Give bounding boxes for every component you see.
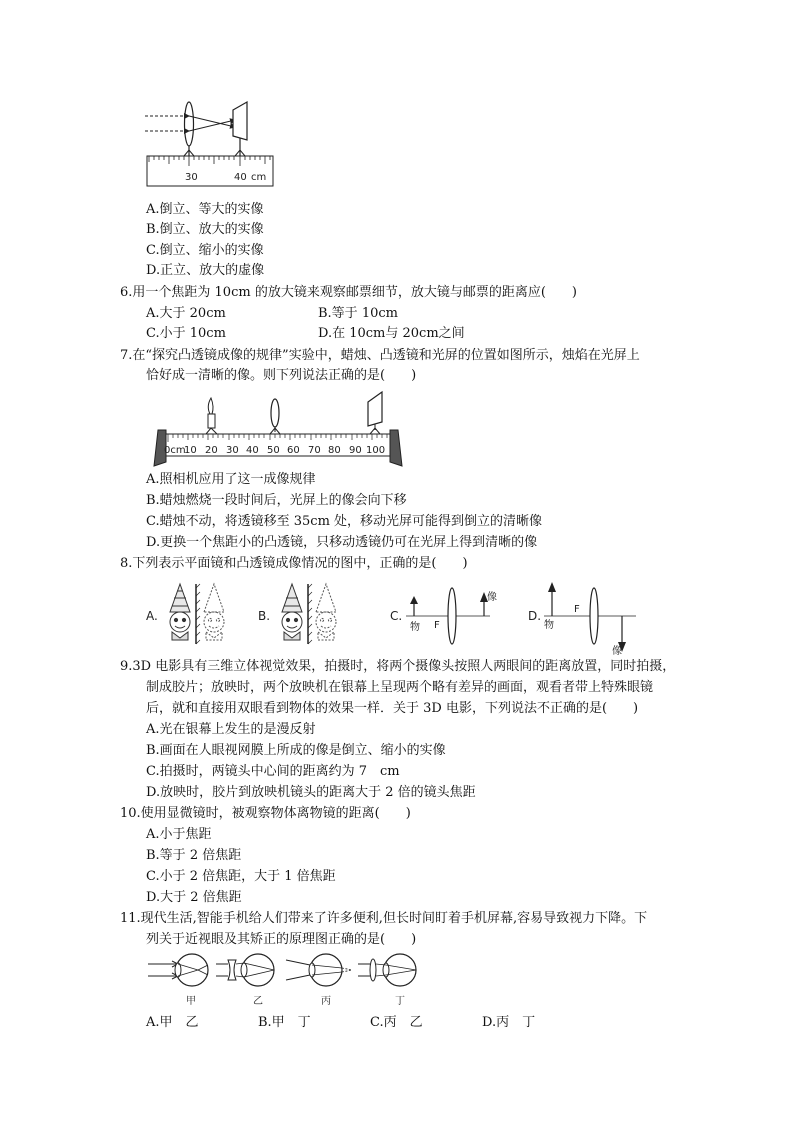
q7-stem-line1: 7.在“探究凸透镜成像的规律”实验中，蜡烛、凸透镜和光屏的位置如图所示，烛焰在光屏上: [120, 348, 640, 363]
q7-scale-label-0: 0cm: [164, 445, 186, 456]
q8-d-obj-label: 物: [544, 620, 554, 631]
q8-a-mirror: [196, 584, 200, 644]
q11-label-bing: 丙: [321, 996, 331, 1007]
q8-a-image-face: [204, 584, 224, 640]
q9-stem-line2: 制成胶片；放映时，两个放映机在银幕上呈现两个略有差异的画面，观看者带上特殊眼镜: [146, 680, 654, 695]
q10-stem: 10.使用显微镜时，被观察物体离物镜的距离( ): [120, 806, 411, 821]
q8-option-c-label: C.: [390, 609, 403, 623]
q8-option-a-label: A.: [146, 609, 158, 623]
q5-option-a: A.倒立、等大的实像: [146, 202, 264, 217]
q5-option-b: B.倒立、放大的实像: [146, 222, 264, 237]
q7-convex-lens: [270, 399, 280, 434]
q7-option-d: D.更换一个焦距小的凸透镜，只移动透镜仍可在光屏上得到清晰的像: [146, 535, 538, 550]
q8-d-focus-label: F: [574, 604, 580, 615]
q8-c-convex-lens: [448, 588, 456, 644]
q8-a-object-face: [170, 584, 190, 640]
q6-option-b: B.等于 10cm: [318, 306, 398, 321]
q9-option-d: D.放映时，胶片到放映机镜头的距离大于 2 倍的镜头焦距: [146, 785, 476, 800]
q8-b-object-face: [282, 584, 302, 640]
q7-scale-label-50: 50: [267, 445, 280, 456]
q11-stem-line1: 11.现代生活,智能手机给人们带来了许多便利,但长时间盯着手机屏幕,容易导致视力下降。下: [120, 911, 648, 926]
q8-option-d-label: D.: [528, 609, 542, 623]
q6-option-c: C.小于 10cm: [146, 326, 226, 341]
q7-scale-label-90: 90: [349, 445, 362, 456]
q8-b-mirror: [308, 584, 312, 644]
q8-d-img-label: 像: [612, 646, 622, 657]
q7-scale-label-100: 100: [366, 445, 386, 456]
q5-option-c: C.倒立、缩小的实像: [146, 243, 264, 258]
q11-option-d: D.丙 丁: [482, 1015, 536, 1030]
q11-label-ding: 丁: [395, 996, 405, 1007]
q9-option-b: B.画面在人眼视网膜上所成的像是倒立、缩小的实像: [146, 743, 446, 758]
q6-option-d: D.在 10cm与 20cm之间: [318, 326, 465, 341]
q11-eye-ding: [358, 954, 416, 986]
q11-label-yi: 乙: [253, 996, 263, 1007]
q5-ruler-label-40: 40: [234, 172, 247, 183]
q8-c-obj-label: 物: [410, 622, 420, 633]
q8-figure: [144, 578, 644, 660]
q11-eye-bing: [286, 954, 352, 986]
q8-d-object-arrow: [548, 582, 556, 616]
q9-option-c: C.拍摄时，两镜头中心间的距离约为 7 cm: [146, 764, 400, 779]
q7-option-b: B.蜡烛燃烧一段时间后，光屏上的像会向下移: [146, 493, 407, 508]
q8-option-b-label: B.: [258, 609, 271, 623]
q8-d-convex-lens: [590, 588, 598, 644]
q7-option-c: C.蜡烛不动，将透镜移至 35cm 处，移动光屏可能得到倒立的清晰像: [146, 514, 543, 529]
q11-eye-yi: [216, 954, 274, 986]
q7-scale-label-30: 30: [226, 445, 239, 456]
q7-light-screen: [368, 392, 382, 434]
q7-stem-line2: 恰好成一清晰的像。则下列说法正确的是( ): [146, 368, 417, 383]
q8-b-image-face: [316, 584, 336, 640]
q6-option-a: A.大于 20cm: [146, 306, 226, 321]
q10-option-a: A.小于焦距: [146, 827, 212, 842]
q7-scale-label-20: 20: [205, 445, 218, 456]
q9-stem-line1: 9.3D 电影具有三维立体视觉效果，拍摄时，将两个摄像头按照人两眼间的距离放置，同时拍摄，: [120, 659, 676, 674]
q7-scale-label-80: 80: [328, 445, 341, 456]
q10-option-b: B.等于 2 倍焦距: [146, 848, 242, 863]
q7-candle: [206, 398, 217, 434]
q11-figure: [146, 954, 436, 1012]
q11-option-b: B.甲 丁: [258, 1015, 311, 1030]
q5-ruler-label-30: 30: [185, 172, 198, 183]
q8-c-img-label: 像: [487, 592, 497, 603]
q11-eye-jia: [148, 954, 208, 986]
q5-light-screen: [233, 102, 247, 140]
q10-option-d: D.大于 2 倍焦距: [146, 890, 242, 905]
q11-option-c: C.丙 乙: [370, 1015, 423, 1030]
q10-option-c: C.小于 2 倍焦距，大于 1 倍焦距: [146, 869, 336, 884]
q6-stem: 6.用一个焦距为 10cm 的放大镜来观察邮票细节，放大镜与邮票的距离应( ): [120, 285, 577, 300]
q11-option-a: A.甲 乙: [146, 1015, 199, 1030]
q7-scale-label-10: 10: [184, 445, 197, 456]
q5-ruler-label-cm: cm: [251, 172, 267, 183]
q8-c-object-arrow: [410, 596, 418, 616]
q11-stem-line2: 列关于近视眼及其矫正的原理图正确的是( ): [146, 932, 417, 947]
q9-option-a: A.光在银幕上发生的是漫反射: [146, 722, 316, 737]
q7-scale-label-40: 40: [246, 445, 259, 456]
q7-scale-label-60: 60: [287, 445, 300, 456]
q11-label-jia: 甲: [186, 996, 196, 1007]
q7-scale-label-70: 70: [308, 445, 321, 456]
q5-option-d: D.正立、放大的虚像: [146, 263, 265, 278]
q8-stem: 8.下列表示平面镜和凸透镜成像情况的图中，正确的是( ): [120, 556, 468, 571]
q9-stem-line3: 后，就和直接用双眼看到物体的效果一样．关于 3D 电影，下列说法不正确的是( ): [146, 701, 639, 716]
q7-option-a: A.照相机应用了这一成像规律: [146, 472, 316, 487]
q8-c-focus-label: F: [434, 620, 440, 631]
q5-convex-lens: [185, 102, 194, 146]
q5-figure: [145, 96, 275, 188]
q7-figure: [150, 390, 406, 466]
